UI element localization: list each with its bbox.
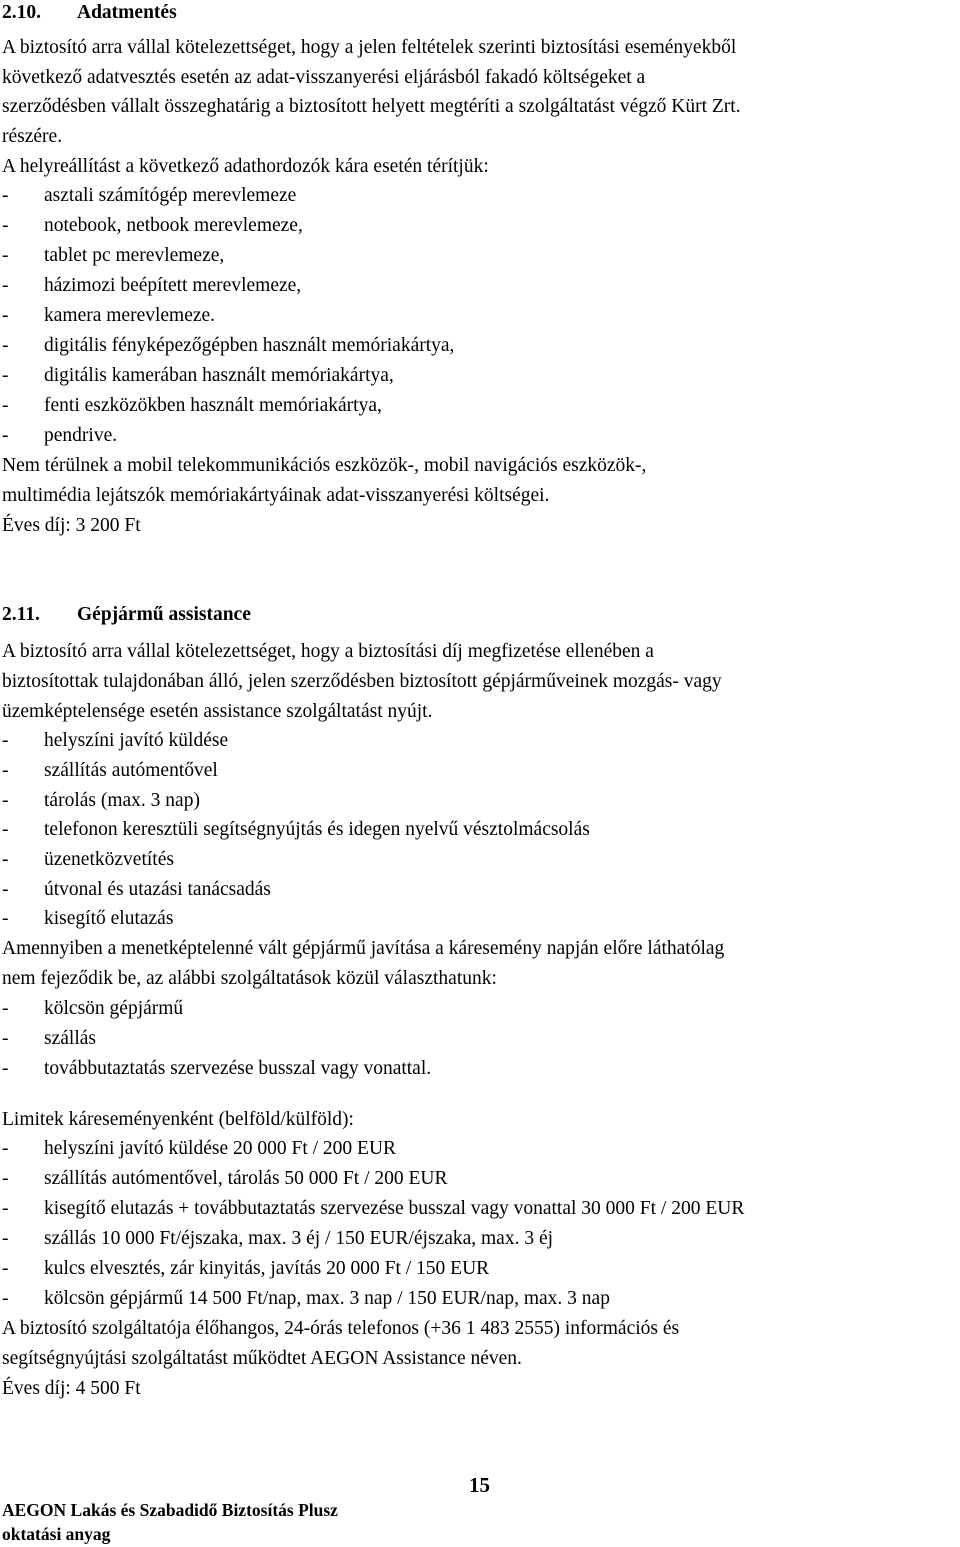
page-number: 15 [469, 1473, 490, 1497]
limit-item-text: kölcsön gépjármű 14 500 Ft/nap, max. 3 nap / 150 EUR/nap, max. 3 nap [44, 1288, 610, 1309]
list-marker: - [2, 275, 9, 296]
list-item [2, 756, 218, 786]
list-marker: - [2, 365, 9, 386]
section-title: Adatmentés [77, 2, 177, 23]
list-item-text: kamera merevlemeze. [44, 305, 216, 326]
list-item [2, 786, 200, 816]
list-marker: - [2, 819, 9, 840]
list-item-text: asztali számítógép merevlemeze [44, 185, 297, 206]
limit-item-text: kulcs elvesztés, zár kinyitás, javítás 20 000 Ft / 150 EUR [44, 1258, 490, 1279]
list-item-text: digitális kamerában használt memóriakártya, [44, 365, 394, 386]
list-marker: - [2, 1028, 9, 1049]
limit-item-text: helyszíni javító küldése 20 000 Ft / 200 EUR [44, 1138, 397, 1159]
list-item-text: szállítás autómentővel [44, 760, 218, 781]
limits-title: Limitek káreseményenként (belföld/külföld): [2, 1109, 354, 1130]
paragraph-line: A biztosító szolgáltatója élőhangos, 24-órás telefonos (+36 1 483 2555) információs és [2, 1318, 680, 1339]
list-marker: - [2, 395, 9, 416]
list-marker: - [2, 1138, 9, 1159]
paragraph-line: következő adatvesztés esetén az adat-visszanyerési eljárásból fakadó költségeket a [2, 67, 646, 88]
list-item [2, 994, 183, 1024]
list-marker: - [2, 908, 9, 929]
limit-item-text: kisegítő elutazás + továbbutaztatás szervezése busszal vagy vonattal 30 000 Ft / 200 EUR [44, 1198, 745, 1219]
list-item [2, 391, 382, 421]
list-marker: - [2, 730, 9, 751]
list-item-text: digitális fényképezőgépben használt memóriakártya, [44, 335, 455, 356]
limit-item [2, 1284, 610, 1314]
list-marker: - [2, 849, 9, 870]
section-title: Gépjármű assistance [77, 604, 251, 625]
list-item [2, 726, 228, 756]
list-marker: - [2, 305, 9, 326]
list-item-text: szállás [44, 1028, 96, 1049]
annual-fee: Éves díj: 3 200 Ft [2, 515, 141, 536]
list-intro: A helyreállítást a következő adathordozók kára esetén térítjük: [2, 156, 489, 177]
list-marker: - [2, 1228, 9, 1249]
list-marker: - [2, 790, 9, 811]
limit-item [2, 1254, 489, 1284]
paragraph-line: Amennyiben a menetképtelenné vált gépjármű javítása a káresemény napján előre láthatólag [2, 938, 725, 959]
list-item [2, 241, 224, 271]
list-item-text: üzenetközvetítés [44, 849, 174, 870]
list-item-text: helyszíni javító küldése [44, 730, 229, 751]
list-item-text: telefonon keresztüli segítségnyújtás és idegen nyelvű vésztolmácsolás [44, 819, 590, 840]
limit-item-text: szállás 10 000 Ft/éjszaka, max. 3 éj / 150 EUR/éjszaka, max. 3 éj [44, 1228, 554, 1249]
list-item [2, 301, 215, 331]
list-marker: - [2, 760, 9, 781]
section-number: 2.10. [2, 2, 41, 23]
paragraph-line: nem fejeződik be, az alábbi szolgáltatások közül választhatunk: [2, 968, 497, 989]
list-item [2, 361, 394, 391]
list-item [2, 211, 303, 241]
limit-item-text: szállítás autómentővel, tárolás 50 000 Ft / 200 EUR [44, 1168, 448, 1189]
list-item-text: kisegítő elutazás [44, 908, 174, 929]
list-marker: - [2, 245, 9, 266]
list-marker: - [2, 215, 9, 236]
limit-item [2, 1224, 553, 1254]
list-item [2, 904, 173, 934]
paragraph-line: multimédia lejátszók memóriakártyáinak adat-visszanyerési költségei. [2, 485, 550, 506]
list-item-text: útvonal és utazási tanácsadás [44, 879, 271, 900]
list-item-text: tárolás (max. 3 nap) [44, 790, 200, 811]
limit-item [2, 1134, 396, 1164]
list-item-text: kölcsön gépjármű [44, 998, 184, 1019]
paragraph-line: üzemképtelensége esetén assistance szolgáltatást nyújt. [2, 701, 433, 722]
list-marker: - [2, 998, 9, 1019]
paragraph-line: részére. [2, 126, 63, 147]
limit-item [2, 1194, 744, 1224]
list-marker: - [2, 879, 9, 900]
section-number: 2.11. [2, 604, 40, 625]
list-item-text: házimozi beépített merevlemeze, [44, 275, 302, 296]
list-item-text: fenti eszközökben használt memóriakártya, [44, 395, 382, 416]
footer-title: AEGON Lakás és Szabadidő Biztosítás Plusz [2, 1500, 338, 1520]
list-item-text: pendrive. [44, 425, 118, 446]
paragraph-line: biztosítottak tulajdonában álló, jelen szerződésben biztosított gépjárműveinek mozgás- vagy [2, 671, 722, 692]
paragraph-line: Nem térülnek a mobil telekommunikációs eszközök-, mobil navigációs eszközök-, [2, 455, 647, 476]
list-marker: - [2, 1058, 9, 1079]
list-marker: - [2, 185, 9, 206]
list-marker: - [2, 1168, 9, 1189]
list-marker: - [2, 1198, 9, 1219]
list-marker: - [2, 1288, 9, 1309]
list-item [2, 181, 296, 211]
list-marker: - [2, 425, 9, 446]
list-item [2, 271, 301, 301]
list-item [2, 875, 271, 905]
list-item [2, 1024, 96, 1054]
limit-item [2, 1164, 447, 1194]
list-marker: - [2, 335, 9, 356]
list-item [2, 815, 590, 845]
section-heading-2-10 [2, 0, 177, 28]
footer-subtitle: oktatási anyag [2, 1524, 111, 1544]
section-heading-2-11 [2, 600, 251, 630]
list-item-text: tablet pc merevlemeze, [44, 245, 225, 266]
list-item-text: notebook, netbook merevlemeze, [44, 215, 303, 236]
paragraph-line: A biztosító arra vállal kötelezettséget, hogy a biztosítási díj megfizetése ellenében a [2, 641, 654, 662]
list-item [2, 331, 454, 361]
list-marker: - [2, 1258, 9, 1279]
list-item [2, 1054, 431, 1084]
list-item [2, 421, 117, 451]
paragraph-line: szerződésben vállalt összeghatárig a biztosított helyett megtéríti a szolgáltatást végző Kürt Zrt. [2, 96, 741, 117]
list-item-text: továbbutaztatás szervezése busszal vagy vonattal. [44, 1058, 432, 1079]
paragraph-line: segítségnyújtási szolgáltatást működtet AEGON Assistance néven. [2, 1348, 522, 1369]
annual-fee: Éves díj: 4 500 Ft [2, 1378, 141, 1399]
list-item [2, 845, 174, 875]
paragraph-line: A biztosító arra vállal kötelezettséget, hogy a jelen feltételek szerinti biztosítási eseményekből [2, 37, 737, 58]
